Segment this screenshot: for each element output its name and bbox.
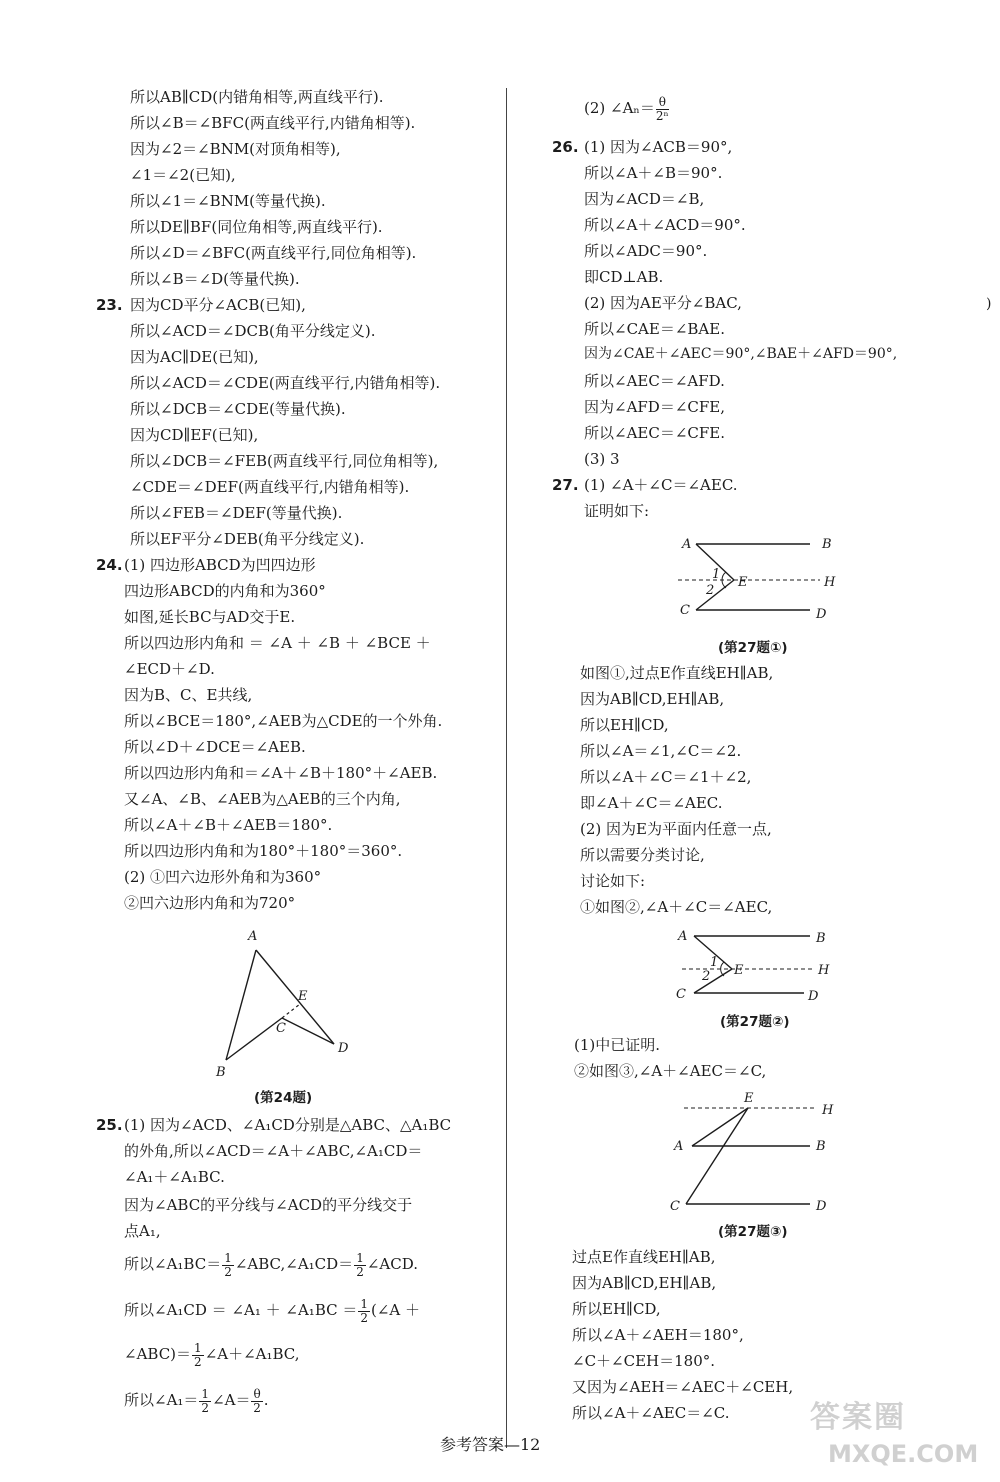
p27-line: (2) 因为E为平面内任意一点, <box>580 820 772 838</box>
p26-line: 因为∠ACD＝∠B, <box>584 190 705 208</box>
p24-line: 所以∠D＋∠DCE＝∠AEB. <box>124 738 306 756</box>
p27-line: 所以∠A＋∠C＝∠1＋∠2, <box>580 768 752 786</box>
figure-27-3-caption: (第27题③) <box>718 1224 788 1240</box>
problem-number-23: 23. <box>96 296 123 314</box>
p27-line: 讨论如下: <box>580 872 646 890</box>
point-label: H <box>822 1103 834 1118</box>
p25-equation-3: ∠ABC)＝ $\frac{1}{2}$ ∠A＋∠A₁BC, <box>124 1341 300 1369</box>
point-label: A <box>682 537 692 552</box>
p24-line: 如图,延长BC与AD交于E. <box>124 608 296 626</box>
p22-line: 所以∠1＝∠BNM(等量代换). <box>130 192 326 210</box>
figure-24 <box>200 922 370 1082</box>
p27-line: 过点E作直线EH∥AB, <box>572 1248 716 1266</box>
vertex-label: B <box>216 1065 226 1080</box>
watermark-url: MXQE.COM <box>828 1440 979 1468</box>
p25-line: (1) 因为∠ACD、∠A₁CD分别是△ABC、△A₁BC <box>124 1116 452 1134</box>
problem-number-24: 24. <box>96 556 123 574</box>
point-label: B <box>816 1139 826 1154</box>
p24-line: 所以四边形内角和 ＝ ∠A ＋ ∠B ＋ ∠BCE ＋ <box>124 634 431 652</box>
p25-equation-4: 所以∠A₁＝ $\frac{1}{2}$ ∠A＝ $\frac{\theta}{2}$ . <box>124 1387 269 1415</box>
segment-AD <box>256 950 334 1044</box>
p26-line: 所以∠ADC＝90°. <box>584 242 708 260</box>
problem-number-27: 27. <box>552 476 579 494</box>
watermark-logo: 答案圈 <box>810 1400 906 1435</box>
p24-line: 所以四边形内角和为180°＋180°＝360°. <box>124 842 403 860</box>
p23-line: 所以∠DCB＝∠CDE(等量代换). <box>130 400 346 418</box>
point-label: A <box>674 1139 684 1154</box>
p23-line: 所以∠DCB＝∠FEB(两直线平行,同位角相等), <box>130 452 439 470</box>
p25-line: ∠A₁＋∠A₁BC. <box>124 1168 225 1186</box>
p22-line: 所以∠D＝∠BFC(两直线平行,同位角相等). <box>130 244 417 262</box>
vertex-label: A <box>248 929 258 944</box>
p23-line: 所以∠ACD＝∠DCB(角平分线定义). <box>130 322 376 340</box>
p24-line: (1) 四边形ABCD为凹四边形 <box>124 556 316 574</box>
point-label: B <box>816 931 826 946</box>
point-label: E <box>744 1091 754 1106</box>
figure-24-caption: (第24题) <box>254 1090 313 1106</box>
p22-line: 所以∠B＝∠D(等量代换). <box>130 270 300 288</box>
p24-line: (2) ①凹六边形外角和为360° <box>124 868 322 886</box>
p27-line: ∠C＋∠CEH＝180°. <box>572 1352 716 1370</box>
p27-line: 所以EH∥CD, <box>572 1300 661 1318</box>
p24-line: 因为B、C、E共线, <box>124 686 253 704</box>
p27-line: 证明如下: <box>584 502 650 520</box>
segment-CD <box>282 1018 334 1044</box>
edge-mark: ) <box>986 296 992 312</box>
p25-line: 因为∠ABC的平分线与∠ACD的平分线交于 <box>124 1196 413 1214</box>
segment-AE <box>692 1108 748 1146</box>
segment-EC <box>686 1108 748 1204</box>
p26-line: (1) 因为∠ACB＝90°, <box>584 138 733 156</box>
point-label: E <box>738 575 748 590</box>
figure-27-3 <box>664 1090 844 1220</box>
p22-line: 所以DE∥BF(同位角相等,两直线平行). <box>130 218 383 236</box>
angle-label: 2 <box>706 583 715 598</box>
angle-label: 1 <box>712 567 721 582</box>
p23-line: 因为AC∥DE(已知), <box>130 348 259 366</box>
p25-line: 的外角,所以∠ACD＝∠A＋∠ABC,∠A₁CD＝ <box>124 1142 423 1160</box>
point-label: C <box>670 1199 680 1214</box>
p24-line: ∠ECD＋∠D. <box>124 660 215 678</box>
p26-line: (2) 因为AE平分∠BAC, <box>584 294 742 312</box>
segment-EC <box>696 580 734 610</box>
p27-line: (1) ∠A＋∠C＝∠AEC. <box>584 476 738 494</box>
p22-line: ∠1＝∠2(已知), <box>130 166 236 184</box>
p24-line: ②凹六边形内角和为720° <box>124 894 296 912</box>
p23-line: ∠CDE＝∠DEF(两直线平行,内错角相等). <box>130 478 410 496</box>
p25-line: 点A₁, <box>124 1222 161 1240</box>
vertex-label: C <box>276 1021 286 1036</box>
figure-27-2-caption: (第27题②) <box>720 1014 790 1030</box>
segment-BC <box>226 1018 282 1060</box>
p24-line: 所以四边形内角和＝∠A＋∠B＋180°＋∠AEB. <box>124 764 438 782</box>
point-label: C <box>676 987 686 1002</box>
p27-line: ①如图②,∠A＋∠C＝∠AEC, <box>580 898 773 916</box>
segment-AB <box>226 950 256 1060</box>
p27-line: 因为AB∥CD,EH∥AB, <box>580 690 725 708</box>
p26-line: 即CD⊥AB. <box>584 268 664 286</box>
p27-line: 所以∠A＋∠AEH＝180°, <box>572 1326 744 1344</box>
p27-line: 即∠A＋∠C＝∠AEC. <box>580 794 723 812</box>
p22-line: 所以AB∥CD(内错角相等,两直线平行). <box>130 88 384 106</box>
p27-line: (1)中已证明. <box>574 1036 661 1054</box>
p26-line: 因为∠AFD＝∠CFE, <box>584 398 726 416</box>
vertex-label: E <box>298 989 308 1004</box>
column-divider <box>506 88 507 1448</box>
angle-label: 2 <box>702 969 711 984</box>
figure-27-1 <box>672 530 842 626</box>
p27-line: 所以EH∥CD, <box>580 716 669 734</box>
p23-line: 因为CD∥EF(已知), <box>130 426 259 444</box>
figure-27-1-caption: (第27题①) <box>718 640 788 656</box>
point-label: C <box>680 603 690 618</box>
problem-number-26: 26. <box>552 138 579 156</box>
p24-line: 四边形ABCD的内角和为360° <box>124 582 326 600</box>
p27-line: 如图①,过点E作直线EH∥AB, <box>580 664 774 682</box>
p22-line: 因为∠2＝∠BNM(对顶角相等), <box>130 140 341 158</box>
angle-label: 1 <box>710 955 719 970</box>
extension-CE <box>282 1004 300 1018</box>
point-label: B <box>822 537 832 552</box>
point-label: E <box>734 963 744 978</box>
p27-line: 所以需要分类讨论, <box>580 846 705 864</box>
segment-EC <box>694 969 732 993</box>
p25-equation-1: 所以∠A₁BC＝ $\frac{1}{2}$ ∠ABC,∠A₁CD＝ $\frac{1}{2}$ ∠ACD. <box>124 1251 418 1279</box>
point-label: A <box>678 929 688 944</box>
point-label: D <box>816 1199 827 1214</box>
p23-line: 所以∠ACD＝∠CDE(两直线平行,内错角相等). <box>130 374 441 392</box>
p27-line: 所以∠A＝∠1,∠C＝∠2. <box>580 742 742 760</box>
p26-line: 所以∠CAE＝∠BAE. <box>584 320 725 338</box>
p26-line: 所以∠A＋∠B＝90°. <box>584 164 723 182</box>
p26-line: 因为∠CAE＋∠AEC＝90°,∠BAE＋∠AFD＝90°, <box>584 346 898 362</box>
p24-line: 又∠A、∠B、∠AEB为△AEB的三个内角, <box>124 790 401 808</box>
p26-line: 所以∠AEC＝∠AFD. <box>584 372 725 390</box>
p23-line: 因为CD平分∠ACB(已知), <box>130 296 306 314</box>
p27-line: 又因为∠AEH＝∠AEC＋∠CEH, <box>572 1378 794 1396</box>
p25-part2: (2) ∠Aₙ＝ $\frac{\theta}{\text{2ⁿ}}$ <box>584 95 669 123</box>
p27-line: 所以∠A＋∠AEC＝∠C. <box>572 1404 730 1422</box>
p23-line: 所以EF平分∠DEB(角平分线定义). <box>130 530 365 548</box>
point-label: D <box>808 989 819 1004</box>
point-label: H <box>818 963 830 978</box>
p27-line: 因为AB∥CD,EH∥AB, <box>572 1274 717 1292</box>
p26-line: 所以∠A＋∠ACD＝90°. <box>584 216 746 234</box>
p22-line: 所以∠B＝∠BFC(两直线平行,内错角相等). <box>130 114 416 132</box>
page-footer: 参考答案—12 <box>440 1435 541 1454</box>
point-label: H <box>824 575 836 590</box>
p24-line: 所以∠A＋∠B＋∠AEB＝180°. <box>124 816 333 834</box>
p24-line: 所以∠BCE＝180°,∠AEB为△CDE的一个外角. <box>124 712 443 730</box>
p27-line: ②如图③,∠A＋∠AEC＝∠C, <box>574 1062 767 1080</box>
p26-line: 所以∠AEC＝∠CFE. <box>584 424 725 442</box>
problem-number-25: 25. <box>96 1116 123 1134</box>
p26-line: (3) 3 <box>584 450 620 468</box>
p25-equation-2: 所以∠A₁CD ＝ ∠A₁ ＋ ∠A₁BC ＝ $\frac{1}{2}$ (∠A ＋ <box>124 1297 421 1325</box>
vertex-label: D <box>338 1041 349 1056</box>
figure-27-2 <box>672 924 842 1006</box>
p23-line: 所以∠FEB＝∠DEF(等量代换). <box>130 504 343 522</box>
point-label: D <box>816 607 827 622</box>
